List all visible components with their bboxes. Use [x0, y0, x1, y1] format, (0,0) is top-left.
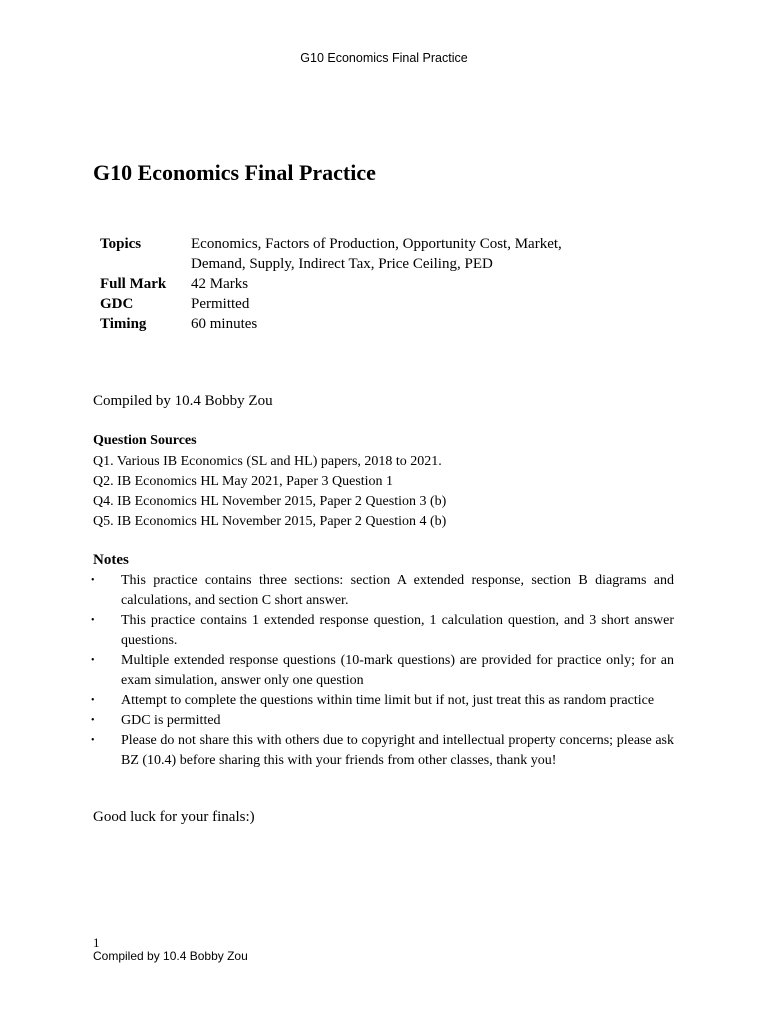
info-label: Timing: [100, 316, 147, 332]
note-text: Please do not share this with others due to copyright and intellectual property concerns; please ask BZ (10.4) before sharing this with your friends from other classes, thank you!: [121, 733, 674, 768]
sources-heading: Question Sources: [93, 433, 197, 448]
note-text: GDC is permitted: [121, 713, 221, 728]
info-value: 60 minutes: [191, 316, 258, 332]
info-label: Topics: [100, 236, 142, 252]
page-footer: Compiled by 10.4 Bobby Zou: [93, 949, 248, 963]
note-item: [93, 651, 674, 691]
note-text: Attempt to complete the questions within time limit but if not, just treat this as random practice: [121, 693, 655, 708]
closing-message: Good luck for your finals:): [93, 809, 255, 825]
page-header: G10 Economics Final Practice: [300, 51, 468, 65]
source-item: Q1. Various IB Economics (SL and HL) papers, 2018 to 2021.: [93, 454, 442, 469]
info-row-timing: [100, 314, 581, 334]
source-item: Q2. IB Economics HL May 2021, Paper 3 Question 1: [93, 474, 394, 489]
info-value: 42 Marks: [191, 276, 249, 292]
document-title: G10 Economics Final Practice: [93, 160, 376, 185]
note-item: [93, 611, 674, 651]
source-item: Q4. IB Economics HL November 2015, Paper 2 Question 3 (b): [93, 494, 447, 509]
info-value: Economics, Factors of Production, Opportunity Cost, Market, Demand, Supply, Indirect Tax, Price Ceiling, PED: [191, 236, 562, 272]
info-label: Full Mark: [100, 276, 167, 292]
note-text: This practice contains three sections: section A extended response, section B diagrams and calculations, and section C short answer.: [121, 573, 674, 608]
bullet-icon: •: [91, 615, 95, 626]
info-row-gdc: [100, 294, 581, 314]
sources-list: [93, 452, 446, 532]
bullet-icon: •: [91, 695, 95, 706]
info-label: GDC: [100, 296, 134, 312]
note-item: [93, 711, 674, 731]
info-value: Permitted: [191, 296, 250, 312]
source-item: Q5. IB Economics HL November 2015, Paper 2 Question 4 (b): [93, 514, 447, 529]
bullet-icon: •: [91, 655, 95, 666]
bullet-icon: •: [91, 575, 95, 586]
note-item: [93, 691, 674, 711]
bullet-icon: •: [91, 715, 95, 726]
note-text: This practice contains 1 extended response question, 1 calculation question, and 3 short answer questions.: [121, 613, 674, 648]
note-item: [93, 571, 674, 611]
compiled-by: Compiled by 10.4 Bobby Zou: [93, 393, 273, 409]
info-row-topics: [100, 234, 581, 274]
info-row-full-mark: [100, 274, 581, 294]
exam-info-table: [100, 234, 581, 334]
notes-heading: Notes: [93, 552, 129, 568]
bullet-icon: •: [91, 735, 95, 746]
notes-list: [93, 571, 674, 771]
note-item: [93, 731, 674, 771]
page-number: 1: [93, 935, 100, 950]
note-text: Multiple extended response questions (10-mark questions) are provided for practice only; for an exam simulation, answer only one question: [121, 653, 674, 688]
